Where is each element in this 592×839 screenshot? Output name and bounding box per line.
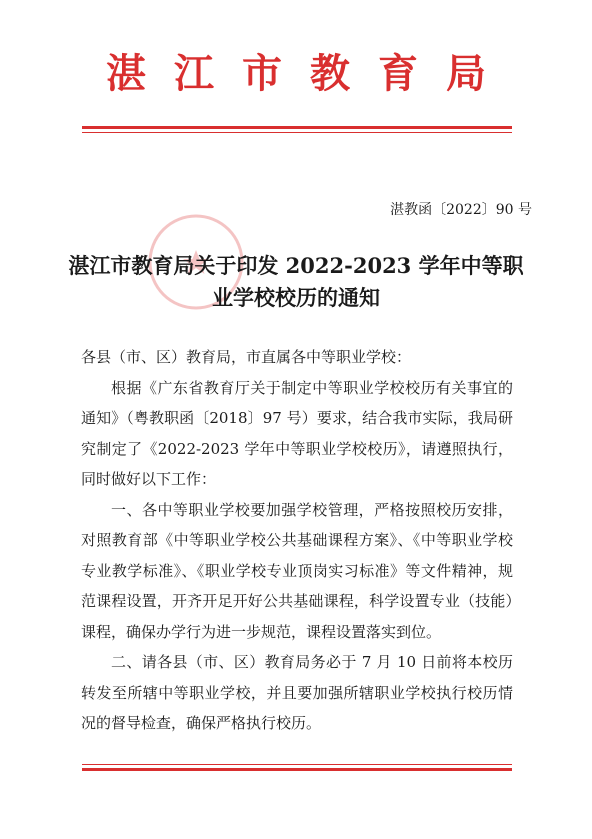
document-body: [81, 342, 513, 739]
salutation: 各县（市、区）教育局，市直属各中等职业学校：: [81, 348, 412, 366]
letterhead-rule-thick: [82, 126, 512, 129]
letterhead-rule-thin: [82, 132, 512, 133]
footer-rule-thick: [82, 768, 512, 771]
document-title: [60, 250, 532, 314]
body-paragraph-2: 一、各中等职业学校要加强学校管理，严格按照校历安排，对照教育部《中等职业学校公共基础课程方案》、《中等职业学校专业教学标准》、《职业学校专业顶岗实习标准》等文件精神，规范课程设置，开齐开足开好公共基础课程，科学设置专业（技能）课程，确保办学行为进一步规范，课程设置落实到位。: [81, 500, 513, 641]
body-paragraph-3: 二、请各县（市、区）教育局务必于 7 月 10 日前将本校历转发至所辖中等职业学校，并且要加强所辖职业学校执行校历情况的督导检查，确保严格执行校历。: [81, 653, 513, 732]
document-number: 湛教函〔2022〕90 号: [390, 202, 532, 218]
body-paragraph-1: 根据《广东省教育厅关于制定中等职业学校校历有关事宜的通知》（粤教职函〔2018〕97 号）要求，结合我市实际，我局研究制定了《2022-2023 学年中等职业学校校历》，请遵照执行，同时做好以下工作：: [81, 378, 513, 488]
letterhead-agency-name: 湛江市教育局: [106, 50, 514, 97]
document-title-line-2: 业学校校历的通知: [212, 285, 380, 310]
document-title-line-1: 湛江市教育局关于印发 2022-2023 学年中等职: [68, 253, 524, 278]
footer-rule-thin: [82, 764, 512, 765]
